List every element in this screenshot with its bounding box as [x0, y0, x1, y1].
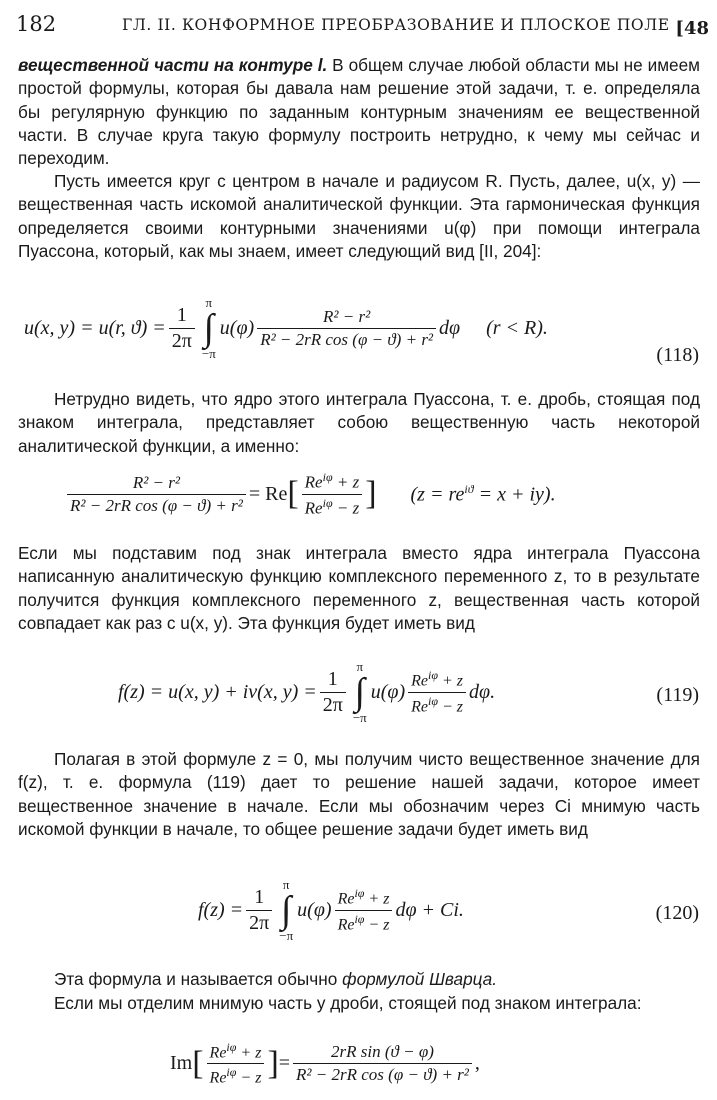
equation-119: [0, 660, 717, 740]
paragraph-4: [18, 542, 700, 635]
emphasis-text: вещественной части на контуре l.: [18, 55, 328, 75]
paragraph-3: [18, 388, 700, 458]
re-num: $Re^{i\varphi} + z$: [304, 470, 360, 492]
paragraph-5-text: Полагая в этой формуле z = 0, мы получим чисто вещественное значение для f(z), т. е. формула (119) дает то решение нашей задачи, которое имеет вещественное значение в начале. Если мы обозначим через Ci мнимую часть искомой функции в начале, то общее решение задачи будет иметь вид: [18, 749, 700, 839]
integrand: u(φ): [297, 898, 332, 921]
condition: (r < R).: [486, 316, 548, 339]
running-title: ГЛ. II. КОНФОРМНОЕ ПРЕОБРАЗОВАНИЕ И ПЛОСКОЕ ПОЛЕ: [122, 16, 670, 34]
integral-sign: π ∫ −π: [279, 877, 294, 943]
paragraph-2: [18, 170, 700, 263]
paragraph-1: [18, 54, 700, 170]
paragraph-6-text: Эта формула и называется обычно: [54, 969, 343, 989]
schwarz-formula-term: формулой Шварца.: [342, 969, 498, 989]
paragraph-2-text: Пусть имеется круг с центром в начале и радиусом R. Пусть, далее, u(x, y) — вещественная часть искомой аналитической функции. Эта гармоническая функция определяется своими контурными значениями u(φ) при помощи интеграла Пуассона, который, как мы знаем, имеет следующий вид [II, 204]:: [18, 171, 700, 261]
eq-lhs: u(x, y) = u(r, ϑ) =: [24, 316, 166, 339]
kernel-num: R² − r²: [323, 306, 371, 326]
equation-number: (118): [656, 344, 699, 366]
paragraph-7-text: Если мы отделим мнимую часть у дроби, стоящей под знаком интеграла:: [54, 993, 642, 1013]
equation-120: [0, 878, 717, 958]
integrand: u(φ): [219, 316, 255, 339]
re-operator: = Re: [248, 482, 288, 505]
paragraph-1-text: В общем случае любой области мы не имеем простой формулы, которая бы давала нам решение этой задачи, т. е. определяла бы регулярную функцию по заданным контурным значениям ее вещественной части. В случае круга такую формулу построить нетрудно, к чему мы сейчас и переходим.: [18, 55, 700, 169]
paragraph-3-text: Нетрудно видеть, что ядро этого интеграла Пуассона, т. е. дробь, стоящая под знаком интеграла, представляет собою вещественную часть некоторой аналитической функции, а именно:: [18, 389, 700, 456]
integral-sign: π ∫ −π: [352, 659, 367, 725]
differential: dφ + Ci.: [395, 898, 464, 921]
running-header: [16, 10, 709, 40]
page-number: 182: [16, 12, 57, 36]
equation-number: (120): [655, 902, 699, 924]
section-number: [48: [675, 18, 709, 39]
result-den: R² − 2rR cos (φ − ϑ) + r²: [293, 1063, 472, 1085]
equation-118: [0, 296, 717, 376]
coef-num: 1: [254, 885, 265, 908]
kernel-den: R² − 2rR cos (φ − ϑ) + r²: [67, 494, 246, 516]
kernel-den: R² − 2rR cos (φ − ϑ) + r²: [257, 328, 436, 350]
equation-kernel: $\frac{\text{R² − r²}}{\text{R² − 2rR cos (φ − ϑ) + r²}}$ = Re [ $\frac{Re^{i\varphi} + z}{Re^{i\varphi} - z}$ ] $(z = re^{iϑ} = x + iy)$.: [0, 470, 717, 532]
integrand: u(φ): [370, 680, 406, 703]
coef-num: 1: [176, 303, 187, 326]
coef-num: 1: [327, 667, 338, 690]
im-den: $Re^{i\varphi} - z$: [207, 1063, 265, 1087]
paragraph-5: [18, 748, 700, 841]
paragraph-7: [18, 992, 700, 1015]
paragraph-4-text: Если мы подставим под знак интеграла вместо ядра интеграла Пуассона написанную аналитическую функцию комплексного переменного z, то в результате получится функция комплексного переменного z, вещественная часть которой совпадает как раз с u(x, y). Эта функция будет иметь вид: [18, 543, 700, 633]
equals-sign: =: [278, 1052, 291, 1075]
im-num: $Re^{i\varphi} + z$: [209, 1040, 262, 1062]
eq-lhs: f(z) = u(x, y) + iv(x, y) =: [118, 680, 317, 703]
coef-den: 2π: [246, 910, 272, 935]
equation-number: (119): [656, 684, 699, 706]
integral-sign: π ∫ −π: [201, 295, 216, 361]
coef-den: 2π: [169, 328, 195, 353]
im-operator: Im: [170, 1052, 193, 1075]
kernel-num: $Re^{i\varphi} + z$: [337, 886, 390, 908]
paragraph-6: [18, 968, 700, 991]
trailing-comma: ,: [474, 1052, 480, 1075]
kernel-den: $Re^{i\varphi} - z$: [408, 692, 466, 716]
substitution-note: $(z = re^{iϑ} = x + iy)$.: [410, 481, 556, 506]
differential: dφ.: [469, 680, 496, 703]
kernel-num: $Re^{i\varphi} + z$: [411, 668, 464, 690]
differential: dφ: [439, 316, 461, 339]
result-num: 2rR sin (ϑ − φ): [331, 1042, 434, 1062]
kernel-num: R² − r²: [132, 472, 180, 492]
coef-den: 2π: [320, 692, 346, 717]
re-den: $Re^{i\varphi} - z$: [302, 494, 363, 519]
kernel-den: $Re^{i\varphi} - z$: [335, 910, 393, 934]
eq-lhs: f(z) =: [198, 898, 244, 921]
equation-imaginary-part: Im [ $\frac{Re^{i\varphi} + z}{Re^{i\varphi} - z}$ ] = $\frac{\text{2rR sin (ϑ − φ)}}{\text{R² − 2rR cos (φ − ϑ) + r²}}$ ,: [170, 1040, 480, 1087]
